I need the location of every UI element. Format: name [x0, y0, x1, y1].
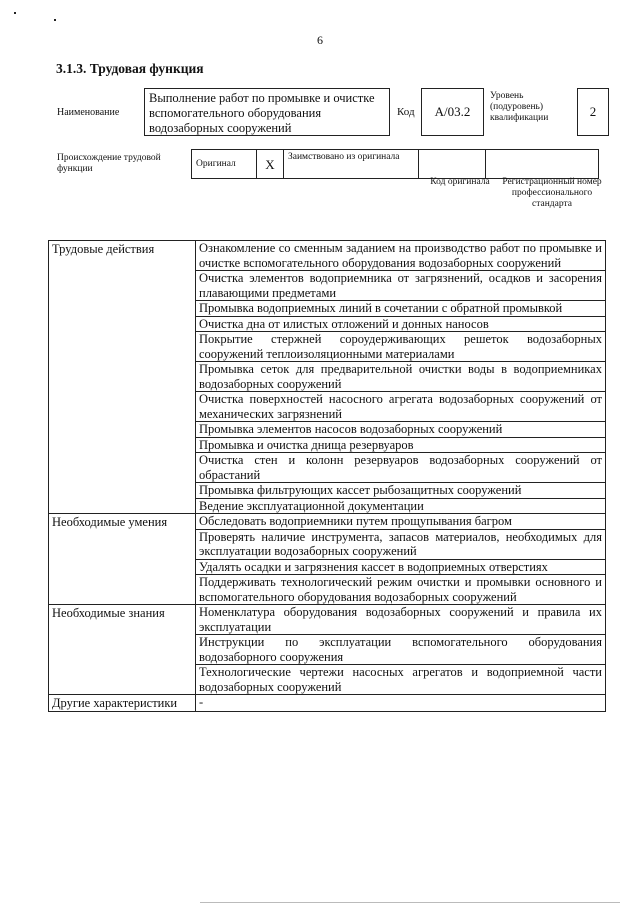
- table-cell: Удалять осадки и загрязнения кассет в водоприемных отверстиях: [196, 559, 606, 575]
- table-cell: Обследовать водоприемники путем прощупывания багром: [196, 514, 606, 530]
- original-mark: X: [257, 150, 284, 179]
- origin-table: [191, 149, 599, 179]
- code-value-box: A/03.2: [421, 88, 484, 136]
- section-title: 3.1.3. Трудовая функция: [56, 61, 204, 76]
- category-cell: Необходимые умения: [49, 514, 196, 605]
- table-cell: Очистка поверхностей насосного агрегата водозаборных сооружений от механических загрязнений: [196, 392, 606, 422]
- table-cell: Очистка дна от илистых отложений и донных наносов: [196, 316, 606, 332]
- table-cell: Инструкции по эксплуатации вспомогательного оборудования водозаборного сооружения: [196, 635, 606, 665]
- table-row: [49, 241, 606, 271]
- scan-speck: [54, 19, 56, 21]
- table-cell: Технологические чертежи насосных агрегатов и водоприемной части водозаборных сооружений: [196, 665, 606, 695]
- category-cell: Другие характеристики: [49, 695, 196, 712]
- table-cell: Покрытие стержней сороудерживающих решеток водозаборных сооружений теплоизоляционными материалами: [196, 332, 606, 362]
- table-row: [49, 514, 606, 530]
- table-row: [49, 605, 606, 635]
- borrowed-label: Заимствовано из оригинала: [284, 150, 419, 179]
- category-cell: Необходимые знания: [49, 605, 196, 695]
- table-cell: Очистка стен и колонн резервуаров водозаборных сооружений от обрастаний: [196, 453, 606, 483]
- table-cell: Очистка элементов водоприемника от загрязнений, осадков и засорения плавающими предметами: [196, 271, 606, 301]
- table-cell: Номенклатура оборудования водозаборных сооружений и правила их эксплуатации: [196, 605, 606, 635]
- original-code-cell: [419, 150, 486, 179]
- table-cell: Промывка фильтрующих кассет рыбозащитных сооружений: [196, 483, 606, 499]
- table-cell: -: [196, 695, 606, 712]
- table-cell: Ознакомление со сменным заданием на производство работ по промывке и очистке вспомогательного оборудования водозаборных сооружений: [196, 241, 606, 271]
- table-row: [49, 695, 606, 712]
- scan-speck: [14, 12, 16, 14]
- page-edge-line: [200, 902, 620, 903]
- code-label: Код: [397, 106, 415, 118]
- level-value-box: 2: [577, 88, 609, 136]
- origin-label: Происхождение трудовой функции: [57, 153, 161, 174]
- table-cell: Промывка сеток для предварительной очистки воды в водоприемниках водозаборных сооружений: [196, 362, 606, 392]
- table-cell: Поддерживать технологический режим очистки и промывки основного и вспомогательного оборудования водозаборных сооружений: [196, 575, 606, 605]
- labor-function-table: [48, 240, 606, 712]
- category-cell: Трудовые действия: [49, 241, 196, 514]
- code-caption: Код оригинала: [430, 177, 490, 187]
- reg-number-cell: [486, 150, 599, 179]
- level-label: Уровень (подуровень) квалификации: [490, 91, 549, 123]
- table-cell: Промывка водоприемных линий в сочетании с обратной промывкой: [196, 301, 606, 317]
- page-number: 6: [317, 33, 323, 47]
- name-label: Наименование: [57, 107, 120, 118]
- table-cell: Промывка и очистка днища резервуаров: [196, 437, 606, 453]
- table-cell: Промывка элементов насосов водозаборных сооружений: [196, 422, 606, 438]
- reg-caption: Регистрационный номер профессионального стандарта: [502, 177, 602, 209]
- table-cell: Ведение эксплуатационной документации: [196, 498, 606, 514]
- function-name-box: Выполнение работ по промывке и очистке вспомогательного оборудования водозаборных сооружений: [144, 88, 390, 136]
- table-cell: Проверять наличие инструмента, запасов материалов, необходимых для эксплуатации водозаборных сооружений: [196, 529, 606, 559]
- original-label: Оригинал: [192, 150, 257, 179]
